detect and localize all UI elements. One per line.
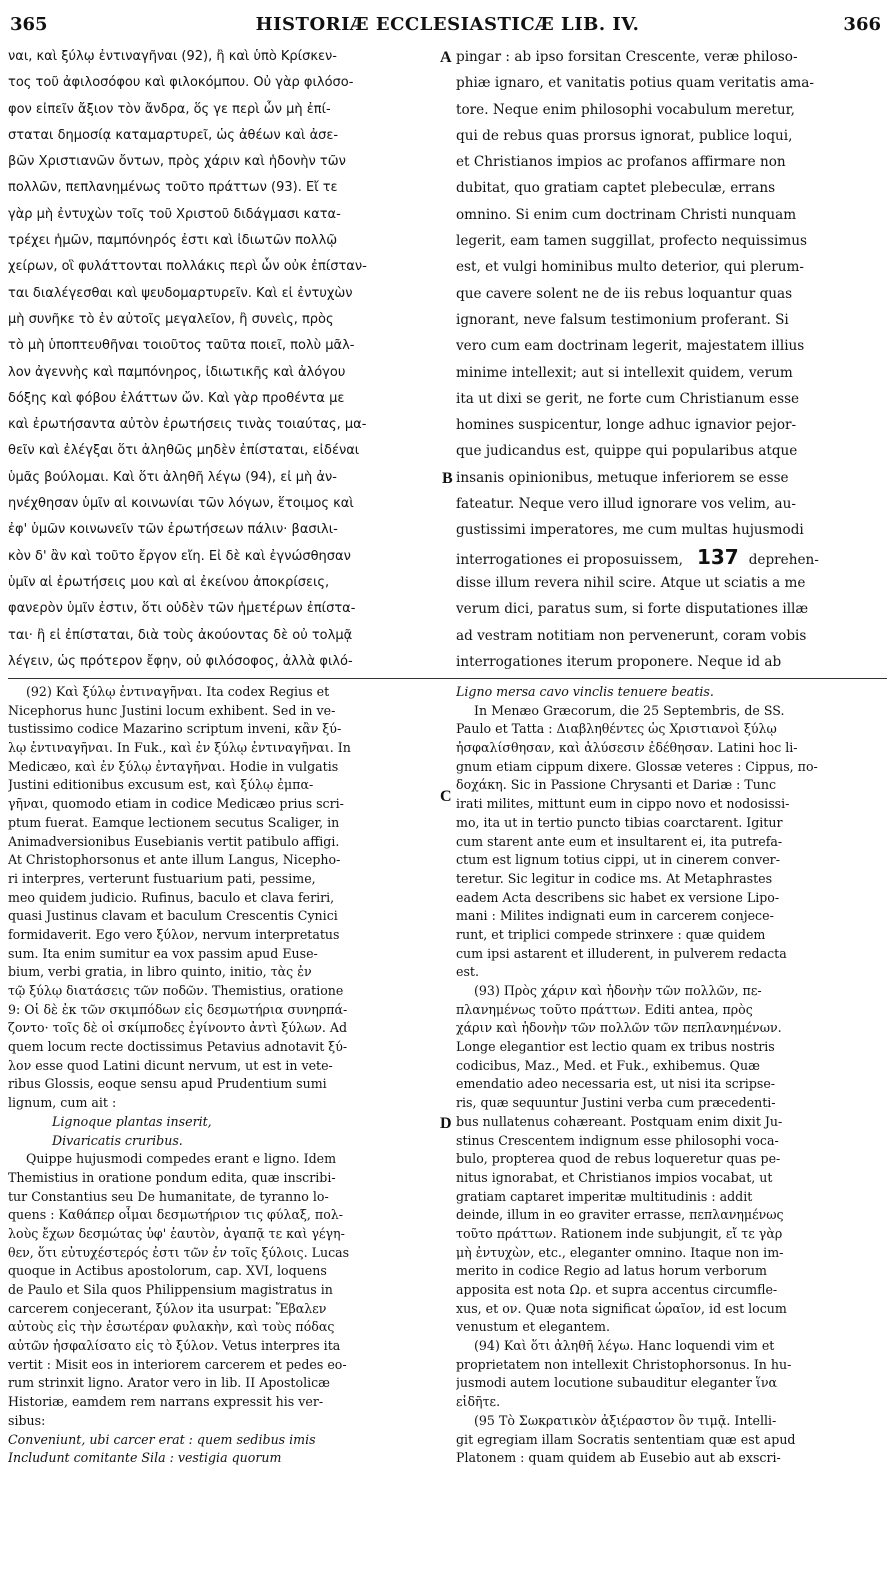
left-page-number: 365 — [10, 14, 48, 35]
text-line: pingar : ab ipso forsitan Crescente, veræ philoso- — [456, 49, 798, 65]
text-line: carcerem conjecerant, ξύλον ita usurpat: Ἔβαλεν — [8, 1300, 327, 1316]
text-line: κὸν δ' ἂν καὶ τοῦτο ἔργον εἴη. Εἰ δὲ καὶ ἐγνώσθησαν — [8, 548, 351, 564]
text-line: ri interpres, verterunt fustuarium pati, pessime, — [8, 870, 316, 886]
text-line: irati milites, mittunt eum in cippo novo et nodosissi- — [456, 796, 790, 812]
text-line: γὰρ μὴ ἐντυχὼν τοῖς τοῦ Χριστοῦ διδάγμασι κατα- — [8, 206, 341, 222]
text-line: cum starent ante eum et insultarent ei, ita putrefa- — [456, 833, 783, 849]
text-line: δοχάκη. Sic in Passione Chrysanti et Dariæ : Tunc — [456, 777, 777, 793]
text-line: δόξης καὶ φόβου ἐλάττων ὤν. Καὶ γὰρ προθέντα με — [8, 390, 345, 406]
text-line: legerit, eam tamen suggillat, profecto nequissimus — [456, 233, 807, 250]
notes-left-column — [8, 683, 442, 1583]
line-suffix: deprehen- — [748, 551, 819, 568]
text-line: quem locum recte doctissimus Petavius adnotavit ξύ- — [8, 1039, 348, 1055]
notes-right-column — [456, 683, 886, 1583]
text-line: que cavere solent ne de iis rebus loquantur quas — [456, 285, 793, 302]
footnote-divider — [8, 678, 887, 679]
text-line: λοὺς ἔχων δεσμώτας ὑφ' ἑαυτὸν, ἀγαπᾷ τε καὶ γέγη- — [8, 1225, 345, 1241]
text-line: ad vestram notitiam non pervenerunt, coram vobis — [456, 627, 807, 644]
text-line: (94) Καὶ ὅτι ἀληθῆ λέγω. Hanc loquendi vim et — [474, 1338, 775, 1354]
text-line: homines suspicentur, longe adhuc ignavior pejor- — [456, 417, 797, 434]
text-line: αὐτοὺς εἰς τὴν ἐσωτέραν φυλακὴν, καὶ τοὺς πόδας — [8, 1319, 335, 1335]
text-line: Divaricatis cruribus. — [52, 1132, 183, 1148]
text-line: πλανημένως τοῦτο πράττων. Editi antea, πρὸς — [456, 1001, 753, 1017]
text-line: bium, verbi gratia, in libro quinto, initio, τὰς ἐν — [8, 964, 312, 980]
text-line: (95 Τὸ Σωκρατικὸν ἀξιέραστον ὂν τιμᾷ. Intelli- — [474, 1412, 777, 1428]
marker-b: B — [442, 470, 453, 487]
text-line: βῶν Χριστιανῶν ὄντων, πρὸς χάριν καὶ ἡδονὴν τῶν — [8, 154, 346, 170]
text-line: minime intellexit; aut si intellexit quidem, verum — [456, 364, 793, 381]
text-line: git egregiam illam Socratis sententiam quæ est apud — [456, 1431, 796, 1447]
text-line: Quippe hujusmodi compedes erant e ligno. Idem — [26, 1151, 337, 1167]
text-line: gratiam captaret imperitæ multitudinis : addit — [456, 1188, 753, 1204]
text-line: θεν, ὅτι εὐτυχέστερός ἐστι τῶν ἐν τοῖς ξύλοις. Lucas — [8, 1244, 350, 1260]
text-line: ζοντο· τοῖς δὲ οἱ σκίμποδες ἐγίνοντο ἀντὶ ξύλων. Ad — [8, 1020, 348, 1036]
text-line: Conveniunt, ubi carcer erat : quem sedibus imis — [8, 1431, 316, 1447]
text-line: Ligno mersa cavo vinclis tenuere beatis. — [456, 684, 714, 699]
text-line: gustissimi imperatores, me cum multas hujusmodi — [456, 522, 804, 539]
text-line: de Paulo et Sila quos Philippensium magistratus in — [8, 1282, 333, 1297]
text-line: mani : Milites indignati eum in carcerem conjece- — [456, 908, 774, 924]
text-line: ribus Glossis, eoque sensu apud Prudentium sumi — [8, 1076, 327, 1092]
text-line: Medicæo, καὶ ἐν ξύλῳ ἐνταγῆναι. Hodie in vulgatis — [8, 758, 339, 774]
text-line: θεῖν καὶ ἐλέγξαι ὅτι ἀληθῶς μηδὲν ἐπίσταται, εἰδέναι — [8, 443, 360, 459]
text-line: ctum est lignum totius cippi, ut in cinerem conver- — [456, 852, 780, 868]
text-line: disse illum revera nihil scire. Atque ut sciatis a me — [456, 574, 806, 591]
text-line: dubitat, quo gratiam captet plebeculæ, errans — [456, 180, 776, 197]
latin-text-column — [456, 44, 886, 676]
text-line: Themistius in oratione pondum edita, quæ inscribi- — [8, 1169, 336, 1185]
text-line: 9: Οἱ δὲ ἐκ τῶν σκιμπόδων εἰς δεσμωτήρια συνηρπά- — [8, 1001, 348, 1017]
text-line: est, et vulgi hominibus multo deterior, qui plerum- — [456, 259, 804, 276]
text-line: (93) Πρὸς χάριν καὶ ἡδονὴν τῶν πολλῶν, πε- — [474, 983, 762, 998]
text-line: καὶ ἐρωτήσαντα αὐτὸν ἐρωτήσεις τινὰς τοιαύτας, μα- — [8, 417, 367, 433]
text-line: phiæ ignaro, et vanitatis potius quam veritatis ama- — [456, 75, 814, 92]
line-text: interrogationes ei proposuissem, — [456, 551, 683, 568]
text-line: est. — [456, 964, 479, 980]
text-line: Lignoque plantas inserit, — [52, 1113, 212, 1129]
text-line: tustissimo codice Mazarino scriptum inveni, κἂν ξύ- — [8, 721, 342, 737]
text-line: λον ἀγεννὴς καὶ παμπόνηρος, ἰδιωτικῆς καὶ ἀλόγου — [8, 364, 346, 380]
text-line: ris, quæ sequuntur Justini verba cum præcedenti- — [456, 1095, 776, 1111]
text-line: ναι, καὶ ξύλῳ ἐντιναγῆναι (92), ἢ καὶ ὑπὸ Κρίσκεν- — [8, 49, 337, 64]
text-line: vertit : Misit eos in interiorem carcerem et pedes eo- — [8, 1356, 347, 1372]
text-line: qui de rebus quas prorsus ignorat, publice loqui, — [456, 127, 793, 144]
text-line: vero cum eam doctrinam legerit, majestatem illius — [456, 338, 805, 355]
text-line: fateatur. Neque vero illud ignorare vos velim, au- — [456, 496, 796, 513]
text-line: que judicandus est, quippe qui popularibus atque — [456, 443, 798, 460]
text-line: (92) Καὶ ξύλῳ ἐντιναγῆναι. Ita codex Regius et — [26, 684, 330, 699]
text-line: ὑμᾶς βούλομαι. Καὶ ὅτι ἀληθῆ λέγω (94), εἰ μὴ ἀν- — [8, 469, 337, 485]
text-line: merito in codice Regio ad latus horum verborum — [456, 1263, 767, 1279]
text-line: omnino. Si enim cum doctrinam Christi nunquam — [456, 206, 797, 223]
text-line: nitus ignorabat, et Christianos impios vocabat, ut — [456, 1169, 773, 1185]
right-page-number: 366 — [843, 14, 881, 35]
text-line: πολλῶν, πεπλανημένως τοῦτο πράττων (93). Εἴ τε — [8, 180, 338, 196]
text-line — [8, 675, 442, 676]
text-line: ται διαλέγεσθαι καὶ ψευδομαρτυρεῖν. Καὶ εἰ ἐντυχὼν — [8, 285, 353, 301]
text-line: deinde, illum in eo graviter errasse, πεπλανημένως — [456, 1207, 784, 1223]
text-line: gnum etiam cippum dixere. Glossæ veteres : Cippus, πο- — [456, 758, 818, 774]
marker-c: C — [440, 788, 452, 805]
text-line: Paulo et Tatta : Διαβληθέντες ὡς Χριστιανοὶ ξύλῳ — [456, 721, 777, 737]
text-line: μὴ συνῆκε τὸ ἐν αὐτοῖς μεγαλεῖον, ἢ συνεὶς, πρὸς — [8, 311, 334, 327]
text-line: insanis opinionibus, metuque inferiorem se esse — [456, 469, 789, 486]
text-line: Nicephorus hunc Justini locum exhibent. Sed in ve- — [8, 702, 336, 718]
text-line: τος τοῦ ἀφιλοσόφου καὶ φιλοκόμπου. Οὐ γὰρ φιλόσο- — [8, 75, 354, 91]
text-line: tore. Neque enim philosophi vocabulum meretur, — [456, 101, 795, 118]
text-line: μὴ ἐντυχὼν, etc., eleganter omnino. Itaque non im- — [456, 1244, 784, 1260]
text-line: interrogationes iterum proponere. Neque id ab — [456, 653, 782, 670]
text-line: verum dici, paratus sum, si forte disputationes illæ — [456, 601, 809, 618]
text-line: φανερὸν ὑμῖν ἐστιν, ὅτι οὐδὲν τῶν ἡμετέρων ἐπίστα- — [8, 601, 356, 617]
text-line: Platonem : quam quidem ab Eusebio aut ab exscri- — [456, 1450, 781, 1466]
text-line: meo quidem judicio. Rufinus, baculo et clava feriri, — [8, 889, 335, 905]
text-line: emendatio adeo necessaria est, ut nisi ita scripse- — [456, 1076, 776, 1092]
text-line: τρέχει ἡμῶν, παμπόνηρός ἐστι καὶ ἰδιωτῶν πολλῷ — [8, 233, 338, 249]
text-line: quoque in Actibus apostolorum, cap. XVI, loquens — [8, 1263, 327, 1279]
text-line: ται· ἢ εἰ ἐπίσταται, διὰ τοὺς ἀκούοντας δὲ οὐ τολμᾷ — [8, 627, 353, 643]
text-line: stinus Crescentem indignum esse philosophi voca- — [456, 1132, 779, 1148]
text-line: quasi Justinus clavam et baculum Crescentis Cynici — [8, 908, 338, 924]
text-line: ignorant, neve falsum testimonium proferant. Si — [456, 311, 789, 328]
text-line: χείρων, οἳ φυλάττονται πολλάκις περὶ ὧν οὐκ ἐπίσταν- — [8, 259, 367, 275]
text-line: quens : Καθάπερ οἶμαι δεσμωτήριον τις φύλαξ, πολ- — [8, 1207, 344, 1223]
text-line: τοῦτο πράττων. Rationem inde subjungit, εἴ τε γὰρ — [456, 1225, 783, 1241]
text-line: cum ipsi astarent et illuderent, in pulverem redacta — [456, 945, 787, 961]
text-line: Justini editionibus excusum est, καὶ ξύλῳ ἐμπα- — [8, 777, 314, 793]
text-line: xus, et ον. Quæ nota significat ὡραῖον, id est locum — [456, 1300, 787, 1316]
text-line: sum. Ita enim sumitur ea vox passim apud Euse- — [8, 945, 318, 961]
text-line: teretur. Sic legitur in codice ms. At Metaphrastes — [456, 870, 773, 886]
text-line: ptum fuerat. Eamque lectionem secutus Scaliger, in — [8, 814, 340, 830]
text-line — [456, 544, 886, 570]
text-line: Historiæ, eamdem rem narrans expressit his ver- — [8, 1394, 324, 1410]
text-line: apposita est nota Ωρ. et supra accentus circumfle- — [456, 1282, 778, 1297]
text-line: ἠσφαλίσθησαν, καὶ ἁλύσεσιν ἐδέθησαν. Latini hoc li- — [456, 740, 798, 756]
text-line: Includunt comitante Sila : vestigia quorum — [8, 1450, 282, 1466]
text-line: jusmodi autem locutione subauditur eleganter ἵνα — [456, 1375, 777, 1391]
text-line: bulo, propterea quod de rebus loqueretur quas pe- — [456, 1151, 781, 1167]
text-line: eadem Acta describens sic habet ex versione Lipo- — [456, 889, 780, 905]
marker-a: A — [440, 49, 452, 66]
text-line: In Menæo Græcorum, die 25 Septembris, de SS. — [474, 702, 785, 718]
text-line: ita ut dixi se gerit, ne forte cum Christianum esse — [456, 390, 800, 407]
text-line: λῳ ἐντιναγῆναι. In Fuk., καὶ ἐν ξύλῳ ἐντιναγῆναι. In — [8, 740, 351, 756]
text-line: σταται δημοσίᾳ καταμαρτυρεῖ, ὡς ἀθέων καὶ ἀσε- — [8, 127, 339, 143]
text-line: At Christophorsonus et ante illum Langus, Nicepho- — [8, 852, 341, 868]
text-line: Animadversionibus Eusebianis vertit patibulo affigi. — [8, 833, 340, 849]
text-line: sibus: — [8, 1412, 46, 1428]
greek-text-column — [8, 44, 442, 676]
text-line: Longe elegantior est lectio quam ex tribus nostris — [456, 1039, 775, 1055]
text-line: γῆναι, quomodo etiam in codice Medicæo prius scri- — [8, 796, 344, 812]
text-line: λον esse quod Latini dicunt nervum, ut est in vete- — [8, 1057, 333, 1073]
running-title: HISTORIÆ ECCLESIASTICÆ LIB. IV. — [255, 14, 640, 35]
text-line — [456, 675, 886, 676]
text-line: αὐτῶν ἠσφαλίσατο εἰς τὸ ξύλον. Vetus interpres ita — [8, 1338, 341, 1354]
text-line: φον εἰπεῖν ἄξιον τὸν ἄνδρα, ὅς γε περὶ ὧν μὴ ἐπί- — [8, 101, 331, 117]
text-line: et Christianos impios ac profanos affirmare non — [456, 154, 786, 171]
text-line: εἰδῆτε. — [456, 1394, 501, 1410]
text-line: proprietatem non intellexit Christophorsonus. In hu- — [456, 1356, 792, 1372]
text-line: ηνέχθησαν ὑμῖν αἱ κοινωνίαι τῶν λόγων, ἕτοιμος καὶ — [8, 496, 354, 512]
text-line: rum strinxit ligno. Arator vero in lib. II Apostolicæ — [8, 1375, 331, 1391]
margin-number: 137 — [696, 544, 739, 569]
text-line: λέγειν, ὡς πρότερον ἔφην, οὐ φιλόσοφος, ἀλλὰ φιλό- — [8, 653, 353, 669]
text-line: τῷ ξύλῳ διατάσεις τῶν ποδῶν. Themistius, oratione — [8, 983, 344, 998]
marker-d: D — [440, 1115, 452, 1132]
text-line: ἐφ' ὑμῶν κοινωνεῖν τῶν ἐρωτήσεων πάλιν· βασιλι- — [8, 522, 338, 538]
text-line: formidaverit. Ego vero ξύλον, nervum interpretatus — [8, 926, 340, 942]
text-line: mo, ita ut in tertio puncto tibias coarctarent. Igitur — [456, 814, 783, 830]
text-line: ὑμῖν αἱ ἐρωτήσεις μου καὶ αἱ ἐκείνου ἀποκρίσεις, — [8, 574, 330, 590]
text-line: lignum, cum ait : — [8, 1095, 117, 1111]
text-line: codicibus, Maz., Med. et Fuk., exhibemus. Quæ — [456, 1057, 760, 1073]
text-line: bus nullatenus cohæreant. Postquam enim dixit Ju- — [456, 1113, 783, 1129]
text-line: runt, et triplici compede strinxere : quæ quidem — [456, 926, 766, 942]
text-line: venustum et elegantem. — [456, 1319, 610, 1335]
text-line: τὸ μὴ ὑποπτευθῆναι τοιοῦτος ταῦτα ποιεῖ, πολὺ μᾶλ- — [8, 338, 355, 354]
text-line: χάριν καὶ ἡδονὴν τῶν πολλῶν τῶν πεπλανημένων. — [456, 1020, 782, 1036]
text-line: tur Constantius seu De humanitate, de tyranno lo- — [8, 1188, 329, 1204]
